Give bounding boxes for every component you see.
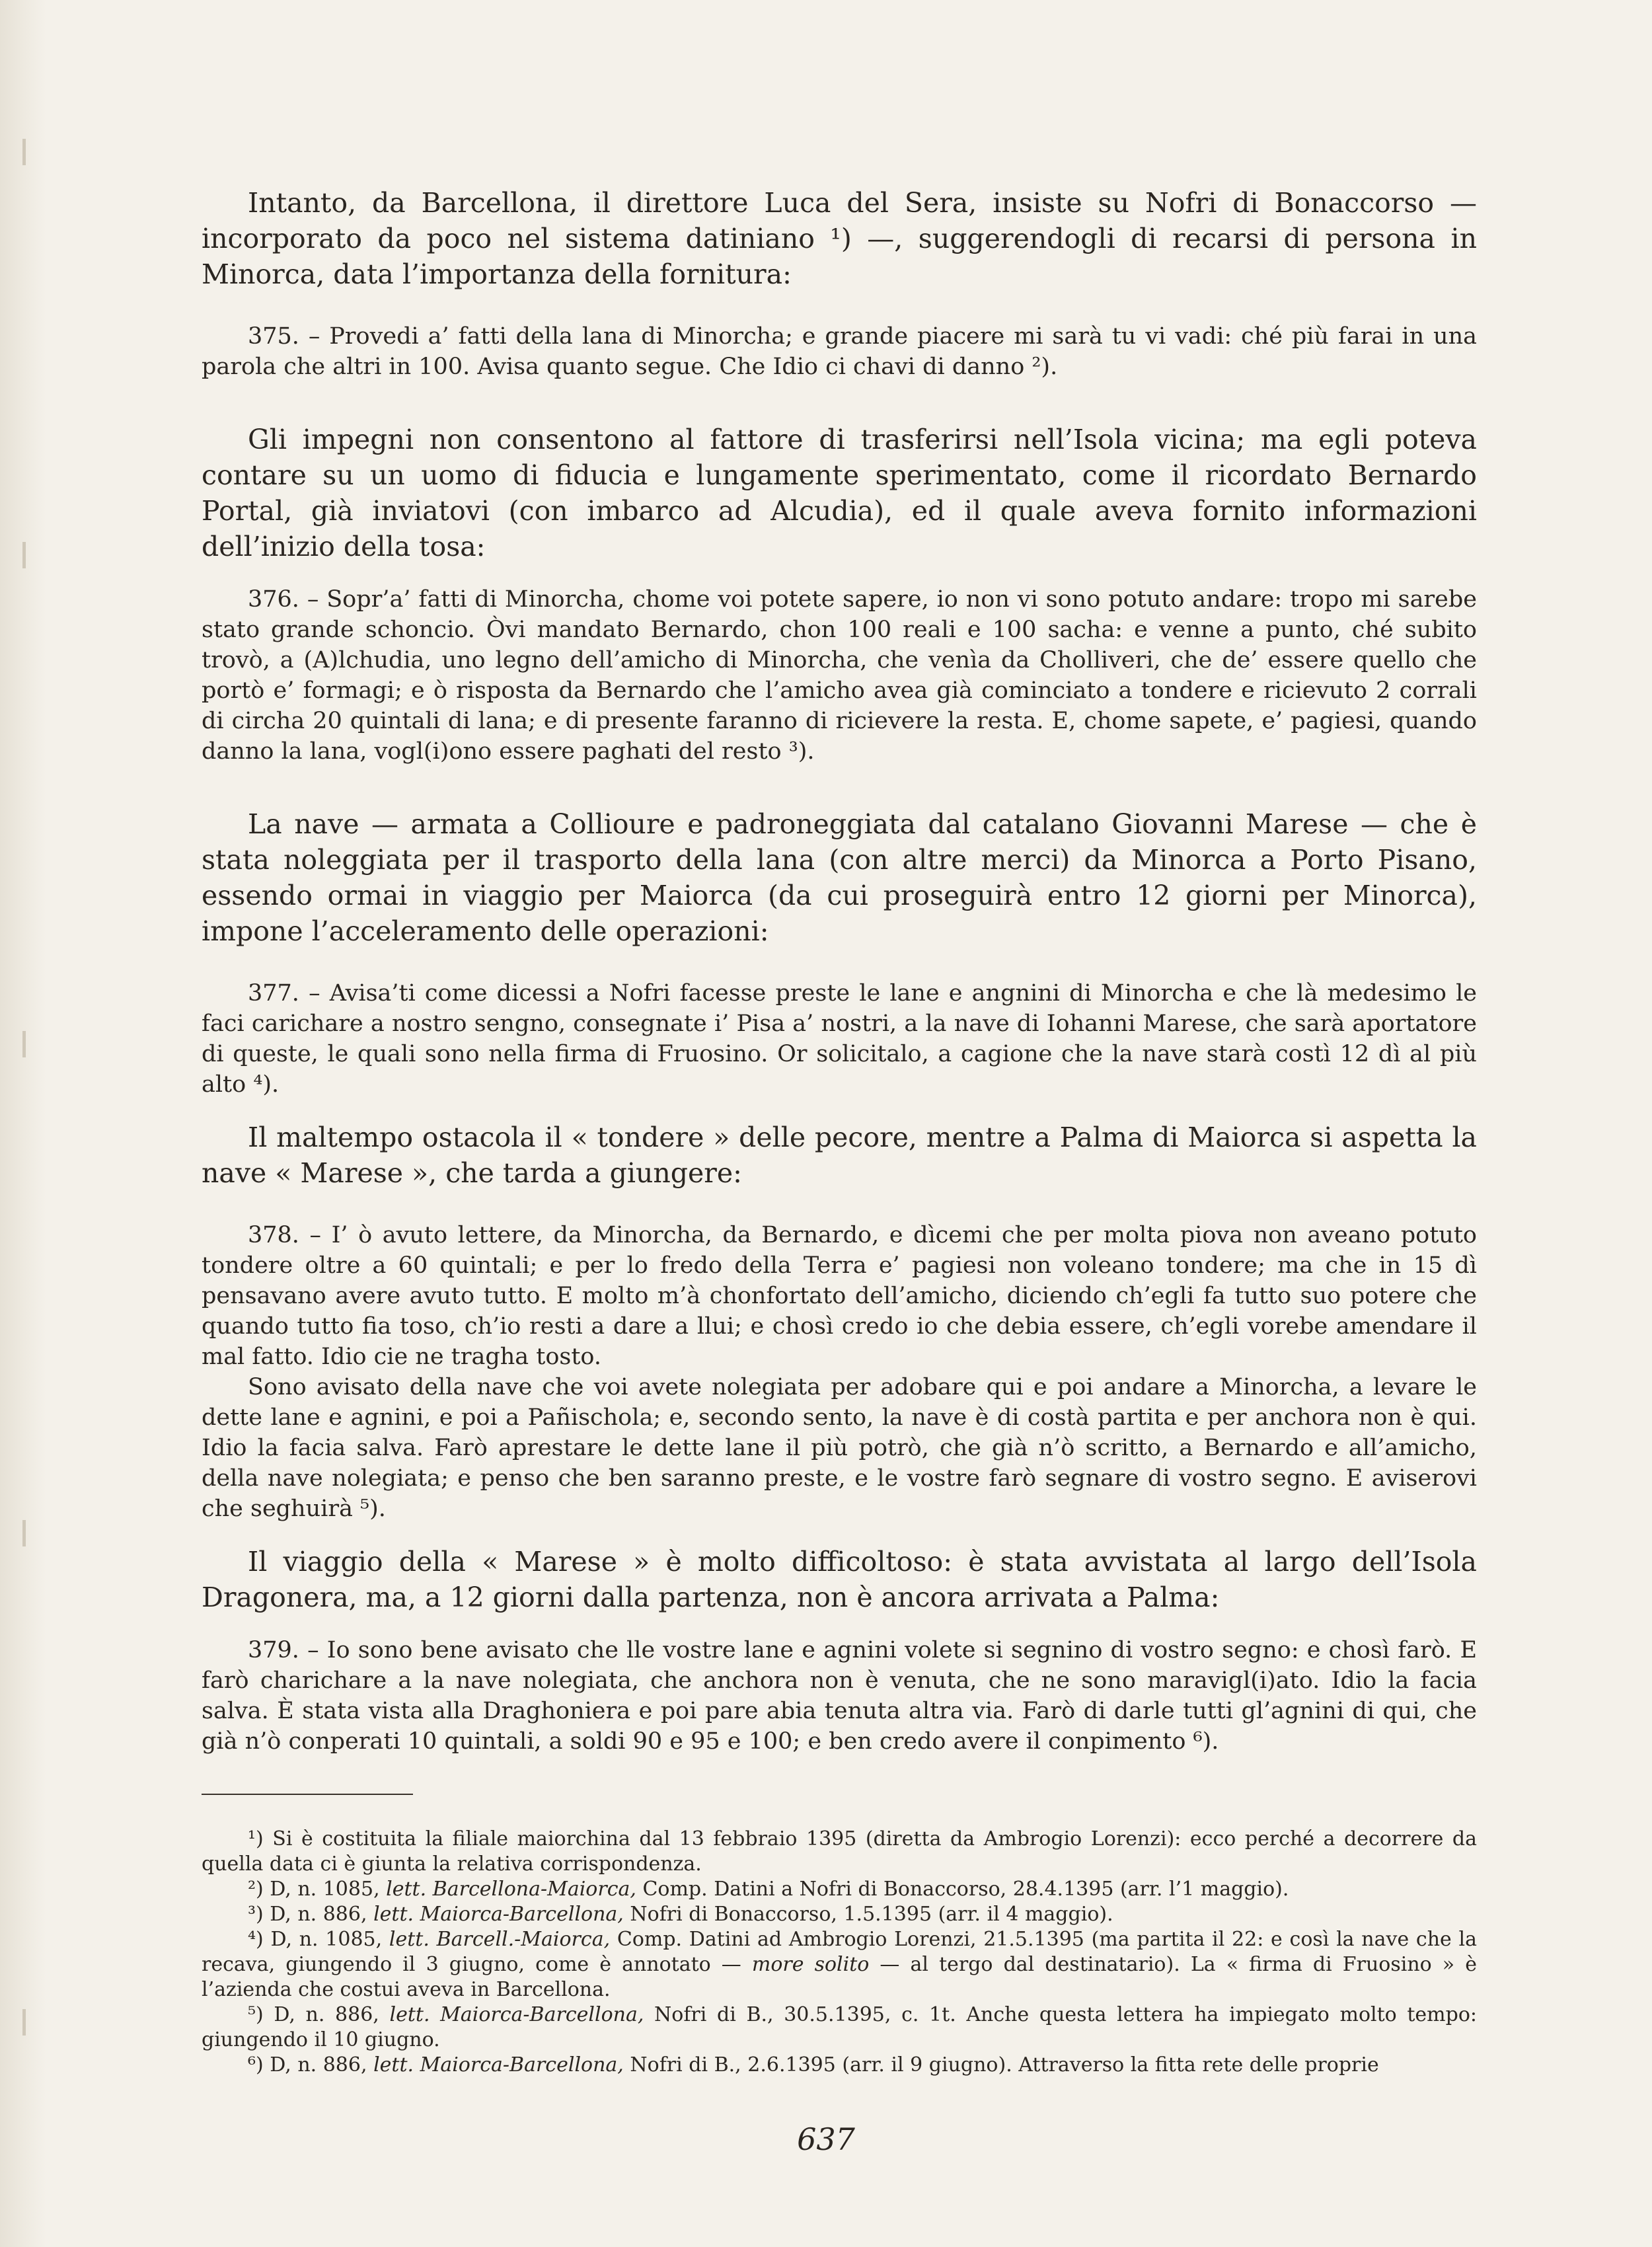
page-number: 637 — [797, 2121, 855, 2157]
footnote-3: ³) D, n. 886, lett. Maiorca-Barcellona, Nofri di Bonaccorso, 1.5.1395 (arr. il 4 maggio). — [248, 1903, 1113, 1926]
footnote-5: ⁵) D, n. 886, lett. Maiorca-Barcellona, Nofri di B., 30.5.1395, c. 1t. Anche questa lettera ha impiegato molto tempo: giungendo il 10 giugno. — [202, 2003, 1478, 2051]
document-quote-376: 376. – Sopr’a’ fatti di Minorcha, chome voi potete sapere, io non vi sono potuto andare: tropo mi sarebe stato grande schoncio. Òvi mandato Bernardo, chon 100 reali e 100 sacha: e venne a punto, ché subito trovò, a (A)lchudia, uno legno dell’amicho di Minorcha, che venìa da Cholliveri, che de’ essere quello che portò e’ formagi; e ò risposta da Bernardo che l’amicho avea già cominciato a tondere e ricievuto 2 corrali di circha 20 quintali di lana; e di presente faranno di ricievere la resta. E, chome sapete, e’ pagiesi, quando danno la lana, vogl(i)ono essere paghati del resto ³). — [202, 586, 1477, 765]
binding-mark — [22, 1031, 26, 1057]
body-paragraph: Il viaggio della « Marese » è molto difficoltoso: è stata avvistata al largo dell’Isola Dragonera, ma, a 12 giorni dalla partenza, non è ancora arrivata a Palma: — [202, 1546, 1477, 1613]
page-spine — [0, 0, 46, 2247]
document-quote-378-continued: Sono avisato della nave che voi avete nolegiata per adobare qui e poi andare a Minorcha, a levare le dette lane e agnini, e poi a Pañischola; e, secondo sento, la nave è di costà partita e per anchora non è qui. Idio la facia salva. Farò aprestare le dette lane il più potrò, che già n’ò scritto, a Bernardo e all’amicho, della nave nolegiata; e penso che ben saranno preste, e le vostre farò segnare di vostro segno. E aviserovi che seghuirà ⁵). — [202, 1374, 1477, 1522]
body-paragraph: La nave — armata a Collioure e padroneggiata dal catalano Giovanni Marese — che è stata noleggiata per il trasporto della lana (con altre merci) da Minorca a Porto Pisano, essendo ormai in viaggio per Maiorca (da cui proseguirà entro 12 giorni per Minorca), impone l’acceleramento delle operazioni: — [202, 808, 1477, 947]
binding-mark — [22, 139, 26, 165]
footnote-1: ¹) Si è costituita la filiale maiorchina dal 13 febbraio 1395 (diretta da Ambrogio Lorenzi): ecco perché a decorrere da quella data ci è giunta la relativa corrispondenza. — [202, 1827, 1477, 1876]
body-paragraph: Gli impegni non consentono al fattore di trasferirsi nell’Isola vicina; ma egli poteva contare su un uomo di fiducia e lungamente sperimentato, come il ricordato Bernardo Portal, già inviatovi (con imbarco ad Alcudia), ed il quale aveva fornito informazioni dell’inizio della tosa: — [202, 424, 1477, 562]
document-quote-377: 377. – Avisa’ti come dicessi a Nofri facesse preste le lane e angnini di Minorcha e che là medesimo le faci carichare a nostro sengno, consegnate i’ Pisa a’ nostri, a la nave di Iohanni Marese, che sarà aportatore di queste, le quali sono nella firma di Fruosino. Or solicitalo, a cagione che la nave starà costì 12 dì al più alto ⁴). — [202, 980, 1477, 1098]
footnote-6: ⁶) D, n. 886, lett. Maiorca-Barcellona, Nofri di B., 2.6.1395 (arr. il 9 giugno). Attraverso la fitta rete delle proprie — [248, 2053, 1379, 2076]
footnote-divider — [202, 1794, 413, 1795]
body-paragraph: Intanto, da Barcellona, il direttore Luca del Sera, insiste su Nofri di Bonaccorso — incorporato da poco nel sistema datiniano ¹) —, suggerendogli di recarsi di persona in Minorca, data l’importanza della fornitura: — [202, 187, 1477, 290]
footnote-2: ²) D, n. 1085, lett. Barcellona-Maiorca, Comp. Datini a Nofri di Bonaccorso, 28.4.1395 (arr. l’1 maggio). — [248, 1878, 1289, 1901]
document-quote-375: 375. – Provedi a’ fatti della lana di Minorcha; e grande piacere mi sarà tu vi vadi: ché più farai in una parola che altri in 100. Avisa quanto segue. Che Idio ci chavi di danno ²). — [202, 323, 1477, 380]
document-quote-378: 378. – I’ ò avuto lettere, da Minorcha, da Bernardo, e dìcemi che per molta piova non aveano potuto tondere oltre a 60 quintali; e per lo fredo della Terra e’ pagiesi non voleano tondere; ma che in 15 dì pensavano avere avuto tutto. E molto m’à chonfortato dell’amicho, diciendo ch’egli fa tutto suo potere che quando tutto fia toso, ch’io resti a dare a llui; e chosì credo io che debia essere, ch’egli vorebe amendare il mal fatto. Idio cie ne tragha tosto. — [202, 1222, 1477, 1370]
document-quote-379: 379. – Io sono bene avisato che lle vostre lane e agnini volete si segnino di vostro segno: e chosì farò. E farò charichare a la nave nolegiata, che anchora non è venuta, che ne sono maravigl(i)ato. Idio la facia salva. È stata vista alla Draghoniera e poi pare abia tenuta altra via. Farò di darle tutti gl’agnini di qui, che già n’ò conperati 10 quintali, a soldi 90 e 95 e 100; e ben credo avere il conpimento ⁶). — [202, 1637, 1477, 1755]
binding-mark — [22, 2009, 26, 2036]
footnote-4: ⁴) D, n. 1085, lett. Barcell.-Maiorca, Comp. Datini ad Ambrogio Lorenzi, 21.5.1395 (ma partita il 22: e così la nave che la recava, giungendo il 3 giugno, come è annotato — more solito — al tergo dal destinatario). La « firma di Fruosino » è l’azienda che costui aveva in Barcellona. — [202, 1928, 1478, 2001]
binding-mark — [22, 542, 26, 568]
binding-mark — [22, 1520, 26, 1546]
page-content — [202, 185, 1477, 2078]
body-paragraph: Il maltempo ostacola il « tondere » delle pecore, mentre a Palma di Maiorca si aspetta la nave « Marese », che tarda a giungere: — [202, 1122, 1477, 1189]
